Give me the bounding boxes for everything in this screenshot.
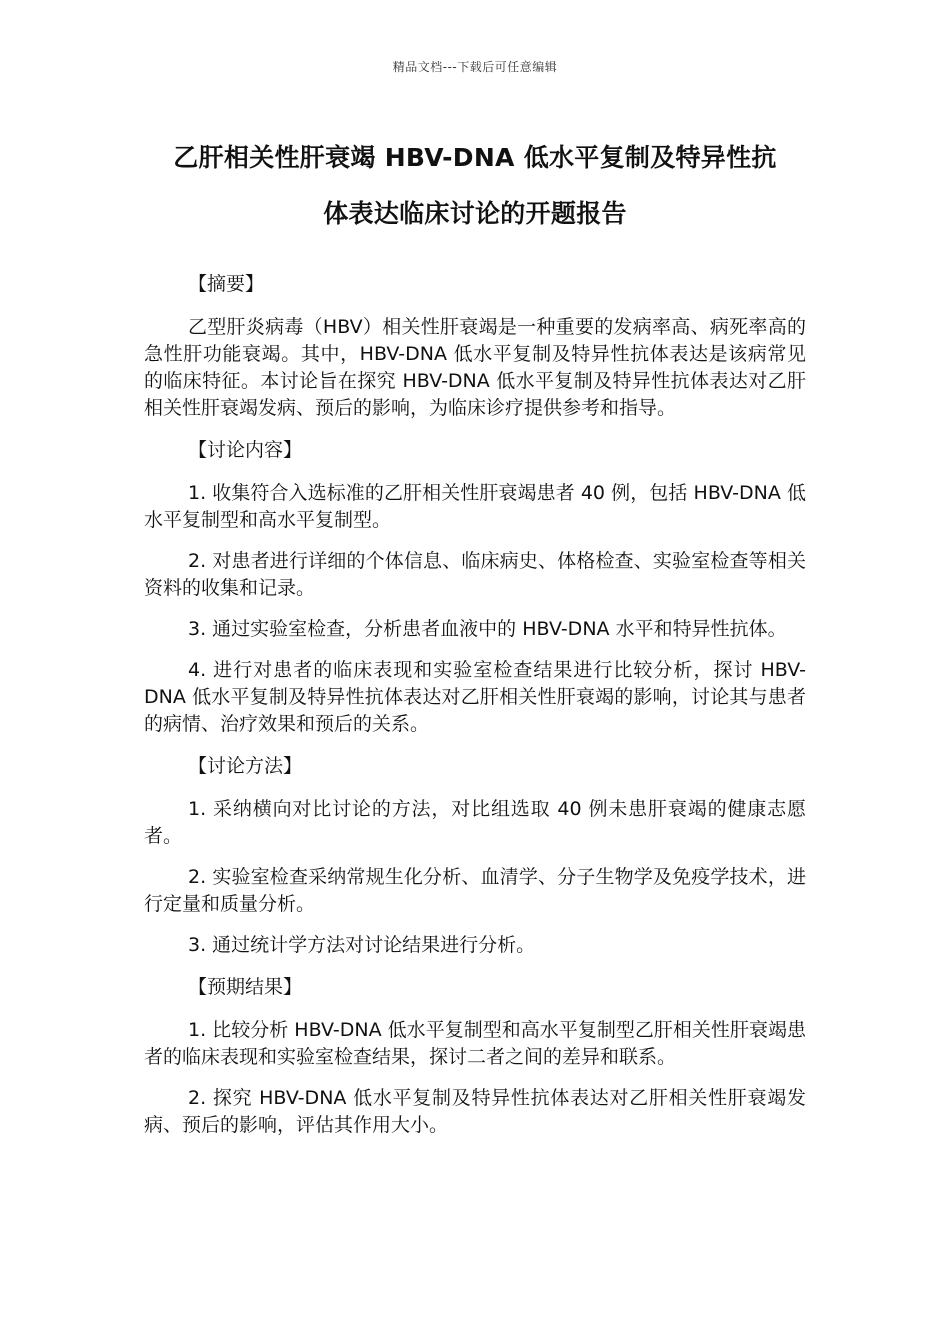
section-abstract [144, 270, 806, 422]
expected-item-1: 1. 比较分析 HBV-DNA 低水平复制型和高水平复制型乙肝相关性肝衰竭患者的临床表现和实验室检查结果，探讨二者之间的差异和联系。 [144, 1019, 806, 1068]
expected-item-2: 2. 探究 HBV-DNA 低水平复制及特异性抗体表达对乙肝相关性肝衰竭发病、预后的影响，评估其作用大小。 [144, 1087, 806, 1136]
page-header: 精品文档---下载后可任意编辑 [392, 60, 558, 74]
document-body [144, 270, 806, 1153]
title-line-2: 体表达临床讨论的开题报告 [323, 199, 627, 228]
content-item-2: 2. 对患者进行详细的个体信息、临床病史、体格检查、实验室检查等相关资料的收集和记录。 [144, 550, 806, 599]
section-content [144, 436, 806, 738]
method-item-3: 3. 通过统计学方法对讨论结果进行分析。 [188, 934, 536, 956]
method-item-2: 2. 实验室检查采纳常规生化分析、血清学、分子生物学及免疫学技术，进行定量和质量分析。 [144, 866, 806, 915]
abstract-paragraph: 乙型肝炎病毒（HBV）相关性肝衰竭是一种重要的发病率高、病死率高的急性肝功能衰竭。其中，HBV-DNA 低水平复制及特异性抗体表达是该病常见的临床特征。本讨论旨在探究 HBV-DNA 低水平复制及特异性抗体表达对乙肝相关性肝衰竭发病、预后的影响，为临床诊疗提供参考和指导。 [144, 316, 806, 419]
content-item-1: 1. 收集符合入选标准的乙肝相关性肝衰竭患者 40 例，包括 HBV-DNA 低水平复制型和高水平复制型。 [144, 482, 806, 531]
section-expected [144, 973, 806, 1139]
section-heading-method: 【讨论方法】 [188, 755, 303, 777]
content-item-4: 4. 进行对患者的临床表现和实验室检查结果进行比较分析，探讨 HBV-DNA 低水平复制及特异性抗体表达对乙肝相关性肝衰竭的影响，讨论其与患者的病情、治疗效果和预后的关系。 [144, 659, 806, 735]
section-heading-expected: 【预期结果】 [188, 976, 303, 998]
title-line-1: 乙肝相关性肝衰竭 HBV-DNA 低水平复制及特异性抗 [173, 143, 777, 172]
section-heading-abstract: 【摘要】 [188, 273, 265, 295]
method-item-1: 1. 采纳横向对比讨论的方法，对比组选取 40 例未患肝衰竭的健康志愿者。 [144, 798, 806, 847]
section-heading-content: 【讨论内容】 [188, 439, 303, 461]
section-method [144, 752, 806, 959]
document-title [120, 130, 830, 242]
content-item-3: 3. 通过实验室检查，分析患者血液中的 HBV-DNA 水平和特异性抗体。 [188, 618, 787, 640]
